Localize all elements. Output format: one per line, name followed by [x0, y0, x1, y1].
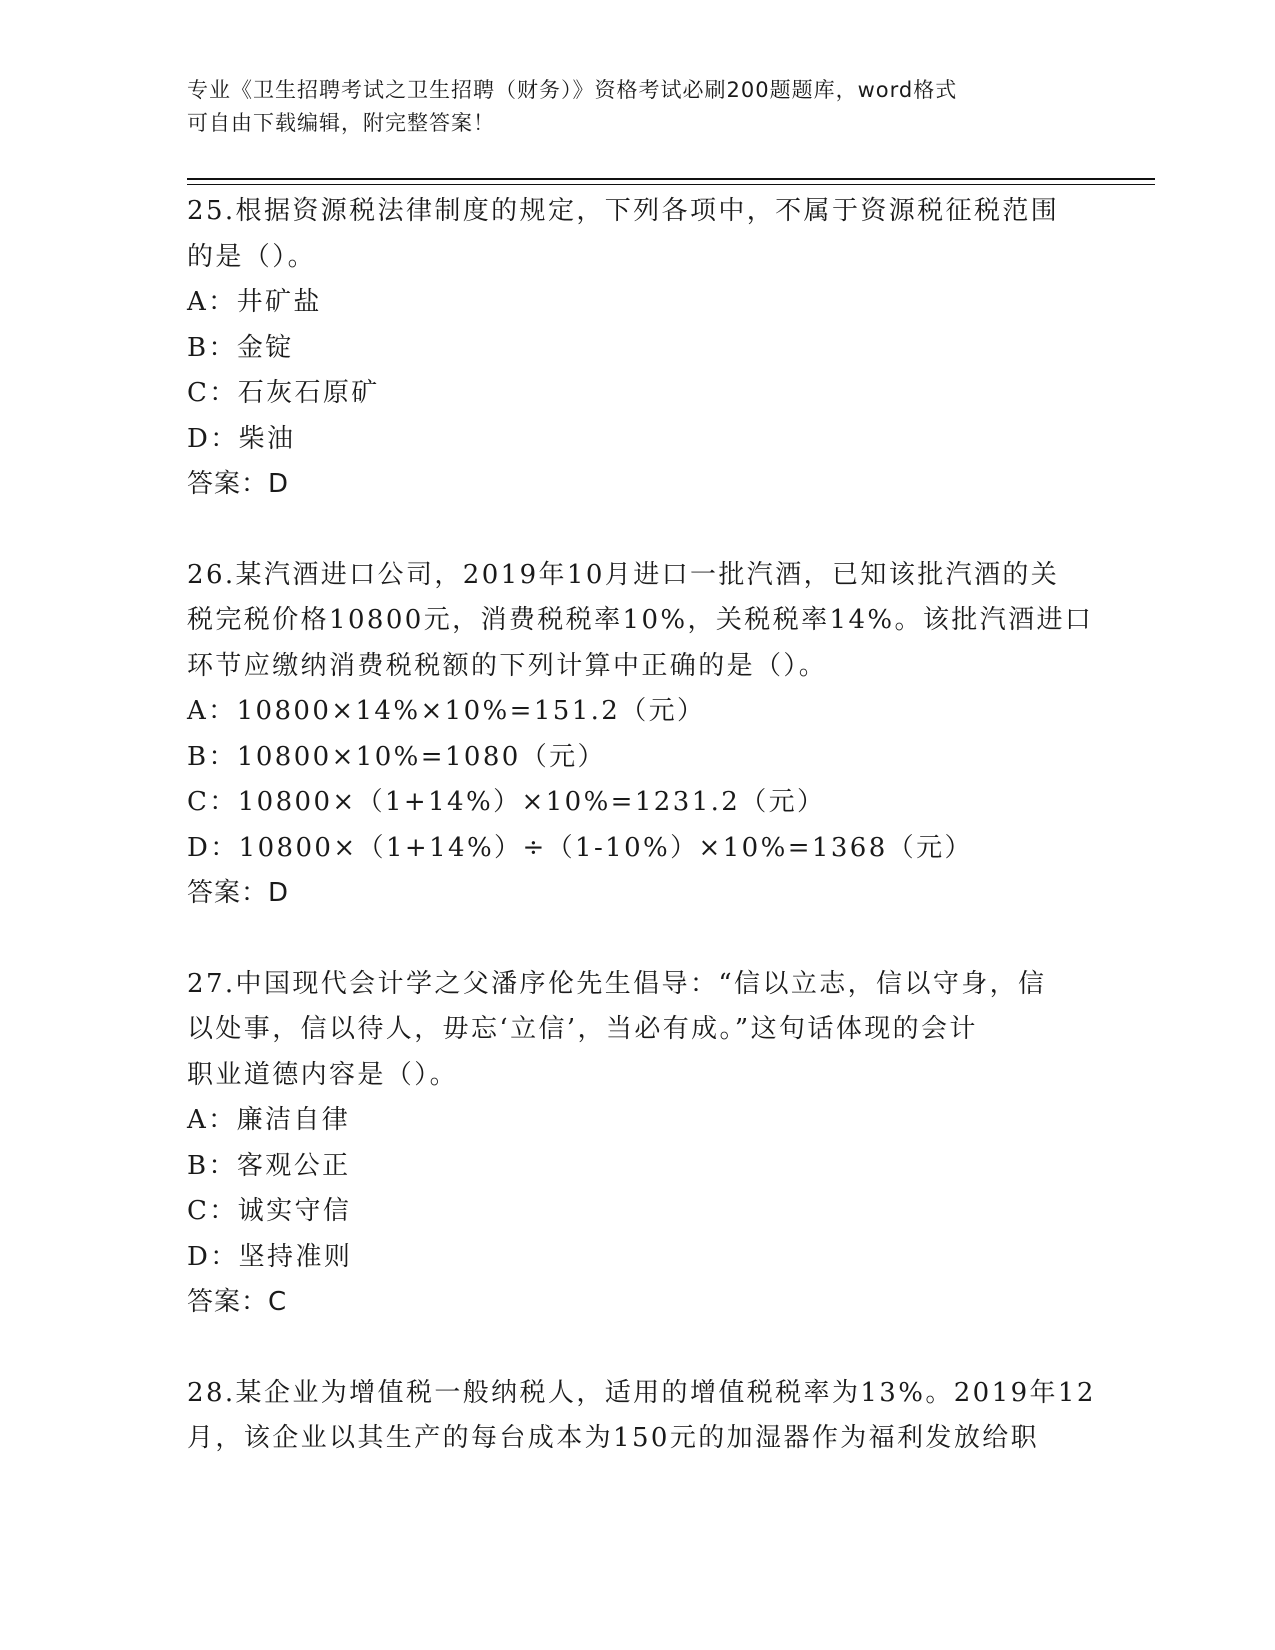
- question-stem-line: 职业道德内容是（）。: [187, 1059, 459, 1090]
- option-a: A：井矿盐: [187, 287, 322, 317]
- answer-label: 答案：D: [187, 469, 290, 499]
- header-line-2: 可自由下载编辑，附完整答案！: [187, 111, 495, 135]
- answer-label: 答案：C: [187, 1287, 288, 1317]
- option-c: C：10800×（1+14%）×10%=1231.2（元）: [187, 787, 826, 817]
- question-26: [187, 553, 1094, 917]
- header-line-1: 专业《卫生招聘考试之卫生招聘（财务）》资格考试必刷200题题库，word格式: [187, 78, 958, 102]
- option-a: A：10800×14%×10%=151.2（元）: [187, 696, 706, 726]
- option-b: B：金锭: [187, 332, 294, 363]
- option-b: B：客观公正: [187, 1150, 351, 1181]
- answer-label: 答案：D: [187, 878, 290, 908]
- question-stem-line: 税完税价格10800元，消费税税率10%，关税税率14%。该批汽酒进口: [187, 605, 1094, 635]
- question-27: [187, 962, 1087, 1326]
- question-25: [187, 189, 1087, 508]
- question-stem-line: 环节应缴纳消费税税额的下列计算中正确的是（）。: [187, 650, 828, 681]
- option-d: D：坚持准则: [187, 1241, 353, 1272]
- document-header: [187, 74, 1067, 140]
- option-a: A：廉洁自律: [187, 1105, 351, 1135]
- question-stem-line: 25.根据资源税法律制度的规定，下列各项中，不属于资源税征税范围: [187, 196, 1060, 226]
- header-divider-thick: [187, 178, 1155, 180]
- option-d: D：柴油: [187, 423, 296, 454]
- option-b: B：10800×10%=1080（元）: [187, 741, 606, 772]
- option-d: D：10800×（1+14%）÷（1-10%）×10%=1368（元）: [187, 832, 973, 863]
- question-stem-line: 月，该企业以其生产的每台成本为150元的加湿器作为福利发放给职: [187, 1423, 1040, 1453]
- question-stem-line: 28.某企业为增值税一般纳税人，适用的增值税税率为13%。2019年12: [187, 1377, 1096, 1408]
- question-stem-line: 的是（）。: [187, 241, 317, 272]
- question-stem-line: 以处事，信以待人，毋忘‘立信’，当必有成。”这句话体现的会计: [187, 1014, 978, 1044]
- question-28: [187, 1371, 1096, 1462]
- header-divider-thin: [187, 184, 1155, 185]
- option-c: C：石灰石原矿: [187, 378, 380, 408]
- question-stem-line: 26.某汽酒进口公司，2019年10月进口一批汽酒，已知该批汽酒的关: [187, 559, 1060, 590]
- question-list: [187, 189, 1096, 1507]
- question-stem-line: 27.中国现代会计学之父潘序伦先生倡导：“信以立志，信以守身，信: [187, 968, 1047, 999]
- option-c: C：诚实守信: [187, 1196, 352, 1226]
